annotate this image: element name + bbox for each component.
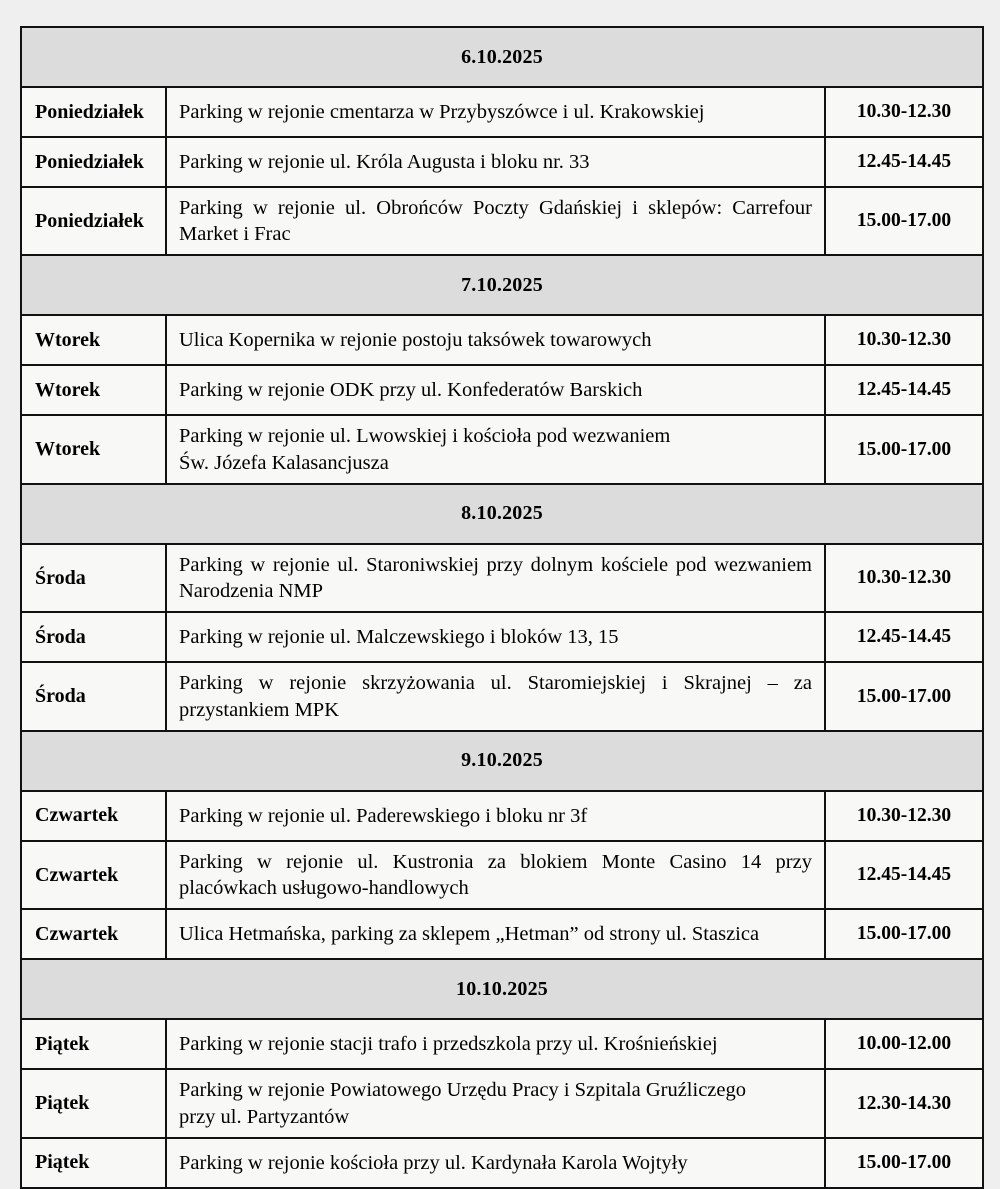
table-row xyxy=(21,137,983,187)
description-line-1: Parking w rejonie Powiatowego Urzędu Pracy i Szpitala Gruźliczego xyxy=(179,1079,746,1102)
table-row xyxy=(21,187,983,255)
table-row xyxy=(21,315,983,365)
cell-day-name: Środa xyxy=(21,662,166,730)
cell-day-name: Środa xyxy=(21,544,166,612)
cell-time-range: 15.00-17.00 xyxy=(825,909,983,959)
table-row xyxy=(21,1138,983,1188)
cell-time-range: 10.30-12.30 xyxy=(825,791,983,841)
cell-day-name: Piątek xyxy=(21,1138,166,1188)
schedule-table-body xyxy=(21,27,983,1188)
date-header-cell: 6.10.2025 xyxy=(21,27,983,87)
cell-location-description: Ulica Kopernika w rejonie postoju taksówek towarowych xyxy=(166,315,825,365)
date-header-row xyxy=(21,255,983,315)
cell-day-name: Czwartek xyxy=(21,841,166,909)
cell-location-description: Parking w rejonie kościoła przy ul. Kardynała Karola Wojtyły xyxy=(166,1138,825,1188)
cell-location-description: Parking w rejonie ul. Malczewskiego i bloków 13, 15 xyxy=(166,612,825,662)
table-row xyxy=(21,841,983,909)
table-row xyxy=(21,662,983,730)
cell-location-description xyxy=(166,1069,825,1137)
table-row xyxy=(21,791,983,841)
cell-location-description: Parking w rejonie stacji trafo i przedszkola przy ul. Krośnieńskiej xyxy=(166,1019,825,1069)
cell-location-description xyxy=(166,415,825,483)
date-header-row xyxy=(21,959,983,1019)
cell-location-description: Parking w rejonie ul. Paderewskiego i bloku nr 3f xyxy=(166,791,825,841)
cell-time-range: 12.45-14.45 xyxy=(825,365,983,415)
cell-location-description: Parking w rejonie ODK przy ul. Konfederatów Barskich xyxy=(166,365,825,415)
cell-day-name: Wtorek xyxy=(21,365,166,415)
date-header-row xyxy=(21,731,983,791)
cell-time-range: 10.30-12.30 xyxy=(825,87,983,137)
cell-location-description: Parking w rejonie ul. Obrońców Poczty Gdańskiej i sklepów: Carrefour Market i Frac xyxy=(166,187,825,255)
table-row xyxy=(21,909,983,959)
cell-location-description: Parking w rejonie ul. Króla Augusta i bloku nr. 33 xyxy=(166,137,825,187)
cell-day-name: Piątek xyxy=(21,1069,166,1137)
date-header-cell: 7.10.2025 xyxy=(21,255,983,315)
cell-time-range: 15.00-17.00 xyxy=(825,1138,983,1188)
description-line-2: Św. Józefa Kalasancjusza xyxy=(179,451,389,474)
table-row xyxy=(21,612,983,662)
cell-day-name: Poniedziałek xyxy=(21,187,166,255)
cell-location-description: Parking w rejonie skrzyżowania ul. Staromiejskiej i Skrajnej – za przystankiem MPK xyxy=(166,662,825,730)
cell-day-name: Czwartek xyxy=(21,909,166,959)
cell-time-range: 10.30-12.30 xyxy=(825,315,983,365)
cell-location-description: Parking w rejonie ul. Kustronia za blokiem Monte Casino 14 przy placówkach usługowo-handlowych xyxy=(166,841,825,909)
table-row xyxy=(21,544,983,612)
table-row xyxy=(21,365,983,415)
table-row xyxy=(21,87,983,137)
cell-location-description: Ulica Hetmańska, parking za sklepem „Hetman” od strony ul. Staszica xyxy=(166,909,825,959)
schedule-table xyxy=(20,26,984,1189)
cell-time-range: 12.45-14.45 xyxy=(825,841,983,909)
cell-day-name: Czwartek xyxy=(21,791,166,841)
cell-day-name: Środa xyxy=(21,612,166,662)
description-line-2: przy ul. Partyzantów xyxy=(179,1105,350,1128)
cell-day-name: Poniedziałek xyxy=(21,87,166,137)
description-line-1: Parking w rejonie ul. Lwowskiej i kościoła pod wezwaniem xyxy=(179,425,671,448)
cell-time-range: 12.45-14.45 xyxy=(825,137,983,187)
cell-time-range: 10.30-12.30 xyxy=(825,544,983,612)
table-row xyxy=(21,1019,983,1069)
cell-day-name: Piątek xyxy=(21,1019,166,1069)
cell-time-range: 15.00-17.00 xyxy=(825,415,983,483)
date-header-cell: 10.10.2025 xyxy=(21,959,983,1019)
cell-time-range: 10.00-12.00 xyxy=(825,1019,983,1069)
cell-day-name: Poniedziałek xyxy=(21,137,166,187)
date-header-cell: 8.10.2025 xyxy=(21,484,983,544)
cell-day-name: Wtorek xyxy=(21,415,166,483)
date-header-cell: 9.10.2025 xyxy=(21,731,983,791)
cell-time-range: 12.30-14.30 xyxy=(825,1069,983,1137)
cell-location-description: Parking w rejonie cmentarza w Przybyszówce i ul. Krakowskiej xyxy=(166,87,825,137)
cell-time-range: 15.00-17.00 xyxy=(825,662,983,730)
date-header-row xyxy=(21,484,983,544)
cell-time-range: 15.00-17.00 xyxy=(825,187,983,255)
date-header-row xyxy=(21,27,983,87)
cell-day-name: Wtorek xyxy=(21,315,166,365)
cell-location-description: Parking w rejonie ul. Staroniwskiej przy dolnym kościele pod wezwaniem Narodzenia NMP xyxy=(166,544,825,612)
cell-time-range: 12.45-14.45 xyxy=(825,612,983,662)
table-row xyxy=(21,1069,983,1137)
table-row xyxy=(21,415,983,483)
